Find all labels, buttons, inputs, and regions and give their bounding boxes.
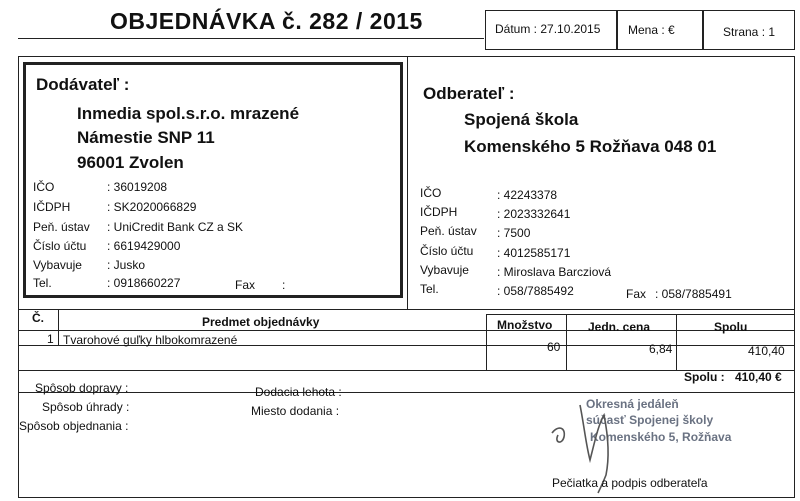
supplier-icdph-value: : SK2020066829: [107, 200, 197, 214]
stamp-line-2: súčasť Spojenej školy: [586, 413, 714, 427]
stamp-line-1: Okresná jedáleň: [586, 397, 679, 411]
sum-label: Spolu :: [684, 370, 725, 384]
parties-divider: [407, 56, 408, 310]
customer-address: Komenského 5 Rožňava 048 01: [464, 137, 717, 156]
customer-icdph-value: : 2023332641: [497, 207, 571, 221]
customer-ico-label: IČO: [420, 186, 442, 200]
supplier-phone-value: : 0918660227: [107, 276, 181, 290]
supplier-city: 96001 Zvolen: [77, 153, 184, 172]
header-price: Jedn. cena: [588, 320, 651, 334]
header-qty: Množstvo: [497, 318, 553, 332]
payment-method: Spôsob úhrady :: [42, 400, 130, 414]
supplier-bank-label: Peň. ústav: [33, 220, 90, 234]
row-price: 6,84: [649, 342, 673, 356]
supplier-contact-value: : Jusko: [107, 258, 146, 272]
supplier-street: Námestie SNP 11: [77, 128, 215, 147]
customer-account-label: Číslo účtu: [420, 244, 474, 258]
supplier-phone-label: Tel.: [33, 276, 52, 290]
customer-contact-value: : Miroslava Barcziová: [497, 265, 612, 279]
row-qty: 60: [547, 340, 561, 354]
col-divider-item: [486, 314, 487, 370]
stamp-line-3: Komenského 5, Rožňava: [590, 430, 732, 444]
supplier-bank-value: : UniCredit Bank CZ a SK: [107, 220, 244, 234]
customer-heading: Odberateľ :: [423, 84, 515, 103]
supplier-contact-label: Vybavuje: [33, 258, 82, 272]
customer-name: Spojená škola: [464, 110, 579, 129]
order-date: Dátum : 27.10.2015: [495, 22, 601, 36]
supplier-icdph-label: IČDPH: [33, 200, 71, 214]
col-divider-num: [58, 310, 59, 345]
row-total: 410,40: [748, 344, 785, 358]
signature-caption: Pečiatka a podpis odberateľa: [552, 476, 708, 490]
document-title: OBJEDNÁVKA č. 282 / 2015: [110, 8, 423, 34]
customer-phone-label: Tel.: [420, 282, 439, 296]
delivery-time: Dodacia lehota :: [255, 385, 342, 399]
customer-fax-label: Fax: [626, 287, 647, 301]
supplier-ico-value: : 36019208: [107, 180, 168, 194]
supplier-account-value: : 6619429000: [107, 239, 181, 253]
supplier-name: Inmedia spol.s.r.o. mrazené: [77, 104, 300, 123]
customer-phone-value: : 058/7885492: [497, 284, 574, 298]
page-number: Strana : 1: [723, 25, 776, 39]
customer-contact-label: Vybavuje: [420, 263, 469, 277]
header-num: Č.: [32, 311, 44, 325]
supplier-heading: Dodávateľ :: [36, 75, 130, 94]
customer-ico-value: : 42243378: [497, 188, 558, 202]
col-divider-qty: [566, 314, 567, 370]
currency: Mena : €: [628, 23, 675, 37]
customer-bank-value: : 7500: [497, 226, 531, 240]
delivery-method: Spôsob dopravy :: [35, 381, 129, 395]
supplier-ico-label: IČO: [33, 180, 55, 194]
supplier-fax-label: Fax: [235, 278, 256, 292]
customer-account-value: : 4012585171: [497, 246, 571, 260]
customer-bank-label: Peň. ústav: [420, 224, 477, 238]
customer-fax-value: : 058/7885491: [655, 287, 732, 301]
row-item: Tvarohové guľky hlbokomrazené: [63, 333, 238, 347]
table-header-top-right: [486, 314, 795, 315]
supplier-account-label: Číslo účtu: [33, 239, 87, 253]
header-item: Predmet objednávky: [202, 315, 320, 329]
table-header-bottom: [18, 330, 795, 331]
header-total: Spolu: [714, 320, 748, 334]
order-method: Spôsob objednania :: [19, 419, 129, 433]
supplier-fax-value: :: [282, 278, 286, 292]
delivery-place: Miesto dodania :: [251, 404, 340, 418]
customer-icdph-label: IČDPH: [420, 205, 458, 219]
sum-value: 410,40 €: [735, 370, 782, 384]
col-divider-price: [676, 314, 677, 370]
row-num: 1: [47, 332, 54, 346]
